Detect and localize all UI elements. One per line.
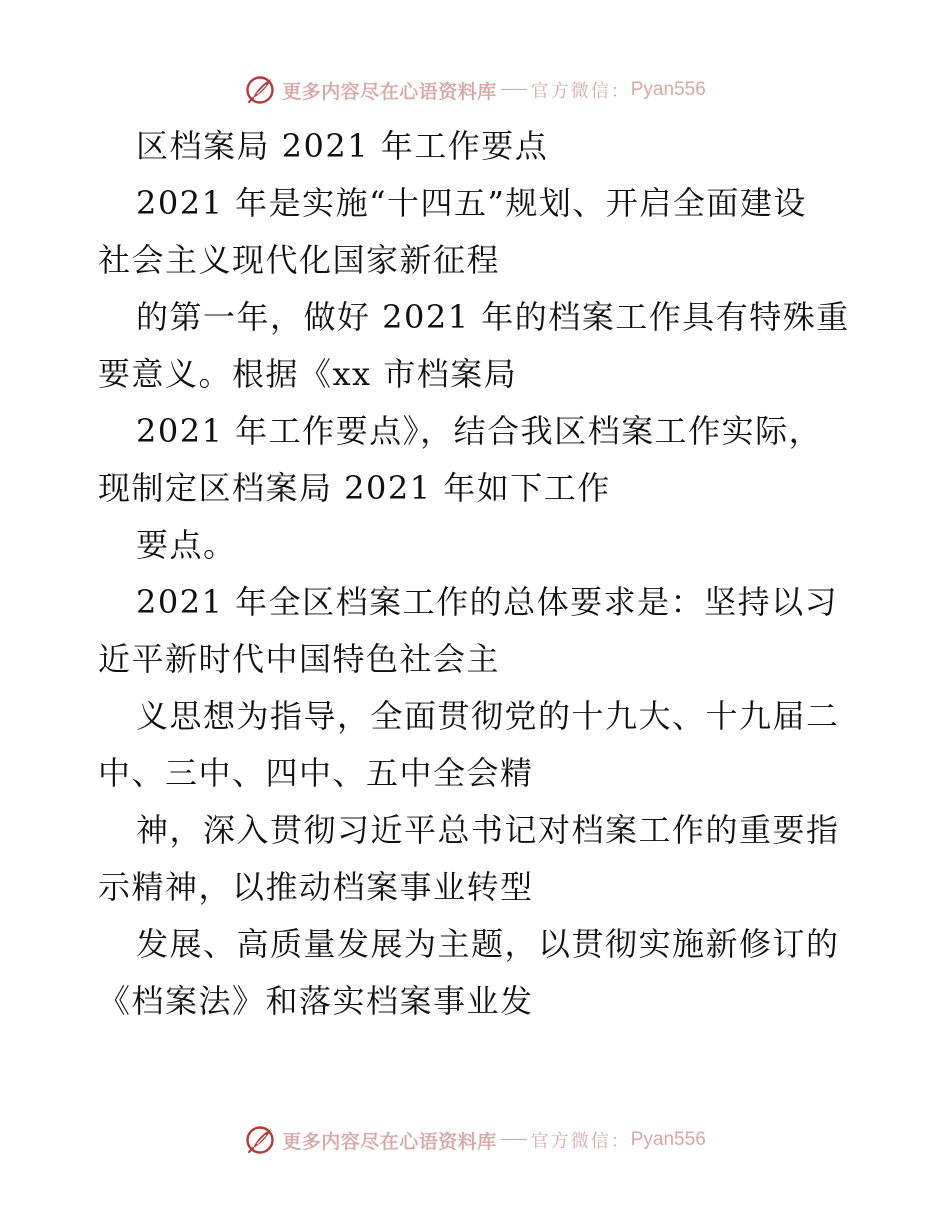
paragraph-line: 要意义。根据《xx 市档案局: [98, 355, 518, 393]
paragraph-line: 2021 年工作要点》，结合我区档案工作实际，: [136, 412, 823, 450]
footer-watermark: [0, 1120, 950, 1160]
header-watermark: [0, 70, 950, 110]
feather-pen-logo-icon: [244, 1124, 276, 1156]
watermark-separator: [501, 89, 527, 90]
watermark-wechat-id: Pyan556: [630, 1129, 706, 1150]
paragraph-line: 中、三中、四中、五中全会精: [98, 754, 534, 792]
paragraph-line: 示精神，以推动档案事业转型: [98, 868, 534, 906]
paragraph-line: 发展、高质量发展为主题，以贯彻实施新修订的: [136, 925, 840, 963]
paragraph-line: 神，深入贯彻习近平总书记对档案工作的重要指: [136, 811, 840, 849]
paragraph-line: 社会主义现代化国家新征程: [98, 241, 501, 279]
watermark-text: 更多内容尽在心语资料库: [282, 80, 497, 103]
paragraph-line: 2021 年全区档案工作的总体要求是：坚持以习: [136, 583, 839, 621]
watermark-label: 官方微信：: [530, 1131, 631, 1152]
watermark-label: 官方微信：: [530, 81, 631, 102]
paragraph-line: 义思想为指导，全面贯彻党的十九大、十九届二: [136, 697, 840, 735]
feather-pen-logo-icon: [244, 74, 276, 106]
paragraph-line: 现制定区档案局 2021 年如下工作: [98, 469, 611, 507]
paragraph-line: 2021 年是实施“十四五”规划、开启全面建设: [136, 184, 807, 222]
document-title: 区档案局 2021 年工作要点: [136, 127, 549, 165]
watermark-wechat-id: Pyan556: [630, 79, 706, 100]
document-body: [98, 118, 878, 1030]
paragraph-line: 的第一年，做好 2021 年的档案工作具有特殊重: [136, 298, 850, 336]
paragraph-line: 要点。: [136, 526, 237, 564]
watermark-text: 更多内容尽在心语资料库: [282, 1130, 497, 1153]
paragraph-line: 《档案法》和落实档案事业发: [98, 982, 534, 1020]
watermark-separator: [501, 1139, 527, 1140]
paragraph-line: 近平新时代中国特色社会主: [98, 640, 501, 678]
